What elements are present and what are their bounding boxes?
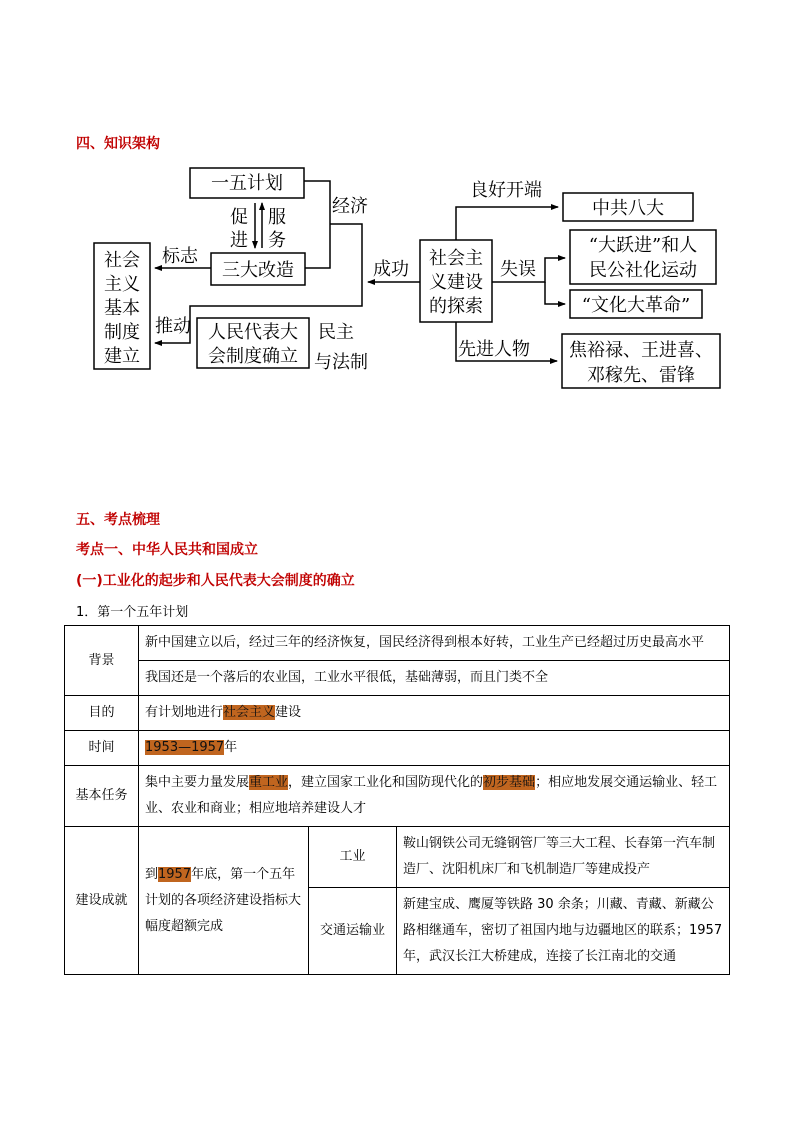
knowledge-framework-diagram [0, 0, 794, 420]
democracy-label-2: 与法制 [314, 352, 368, 373]
leap-line-1: “大跃进”和人 [588, 235, 698, 256]
reform-label: 三大改造 [222, 260, 294, 281]
socialism-line-3: 基本 [104, 298, 140, 319]
congress8-label: 中共八大 [592, 198, 664, 219]
socialism-line-2: 主义 [104, 274, 140, 295]
push-label: 推动 [155, 316, 191, 337]
item-title: 1．第一个五年计划 [76, 605, 189, 620]
advanced-label: 先进人物 [458, 339, 530, 360]
people-line-1: 焦裕禄、王进喜、 [569, 340, 713, 361]
highlight: 初步基础 [483, 775, 536, 790]
transport-text: 新建宝成、鹰厦等铁路 30 余条；川藏、青藏、新藏公路相继通车，密切了祖国内地与边疆地区的联系；1957 年，武汉长江大桥建成，连接了长江南北的交通 [397, 888, 730, 975]
explore-line-2: 义建设 [429, 272, 483, 293]
democracy-label-1: 民主 [318, 322, 354, 343]
subsection-title: (一)工业化的起步和人民代表大会制度的确立 [76, 573, 355, 589]
background-text-1: 新中国建立以后，经过三年的经济恢复，国民经济得到根本好转，工业生产已经超过历史最高水平 [139, 626, 730, 661]
achievement-summary: 到1957年底，第一个五年计划的各项经济建设指标大幅度超额完成 [139, 827, 309, 975]
table-row [65, 827, 730, 888]
mistake-label: 失误 [500, 259, 536, 280]
socialism-line-5: 建立 [104, 346, 140, 367]
transport-label: 交通运输业 [309, 888, 397, 975]
exam-point-1-title: 考点一、中华人民共和国成立 [76, 542, 258, 558]
leap-line-2: 民公社化运动 [589, 260, 697, 281]
time-label: 时间 [65, 731, 139, 766]
background-label: 背景 [65, 626, 139, 696]
purpose-text: 有计划地进行社会主义建设 [139, 696, 730, 731]
plan-label: 一五计划 [211, 173, 283, 194]
npc-line-2: 会制度确立 [208, 346, 298, 367]
highlight: 社会主义 [223, 705, 276, 720]
industry-text: 鞍山钢铁公司无缝钢管厂等三大工程、长春第一汽车制造厂、沈阳机床厂和飞机制造厂等建成投产 [397, 827, 730, 888]
table-row [65, 731, 730, 766]
highlight: 1957 [158, 866, 192, 882]
section-title-exam-points: 五、考点梳理 [76, 512, 160, 528]
mark-label: 标志 [162, 246, 198, 267]
highlight: 重工业 [249, 775, 289, 790]
table-row [65, 661, 730, 696]
table-row [65, 696, 730, 731]
time-text: 1953—1957年 [139, 731, 730, 766]
people-line-2: 邓稼先、雷锋 [587, 365, 695, 386]
table-row [65, 626, 730, 661]
good-start-label: 良好开端 [470, 180, 542, 201]
task-label: 基本任务 [65, 766, 139, 827]
industry-label: 工业 [309, 827, 397, 888]
socialism-line-4: 制度 [104, 322, 140, 343]
explore-line-3: 的探索 [429, 296, 483, 317]
serve-char-1: 服 [268, 207, 286, 228]
serve-char-2: 务 [268, 230, 286, 251]
npc-line-1: 人民代表大 [208, 322, 298, 343]
cultural-revolution-label: “文化大革命” [581, 295, 691, 316]
economy-label: 经济 [332, 196, 368, 217]
promote-char-2: 进 [230, 230, 248, 251]
purpose-label: 目的 [65, 696, 139, 731]
task-text: 集中主要力量发展重工业，建立国家工业化和国防现代化的初步基础；相应地发展交通运输业、轻工业、农业和商业；相应地培养建设人才 [139, 766, 730, 827]
promote-char-1: 促 [230, 207, 248, 228]
section-title-knowledge-framework: 四、知识架构 [76, 136, 160, 152]
socialism-line-1: 社会 [104, 250, 140, 271]
table-row [65, 766, 730, 827]
explore-line-1: 社会主 [429, 248, 483, 269]
success-label: 成功 [373, 259, 409, 280]
background-text-2: 我国还是一个落后的农业国，工业水平很低，基础薄弱，而且门类不全 [139, 661, 730, 696]
achievement-label: 建设成就 [65, 827, 139, 975]
five-year-plan-table [64, 625, 730, 975]
highlight: 1953—1957 [145, 740, 225, 755]
